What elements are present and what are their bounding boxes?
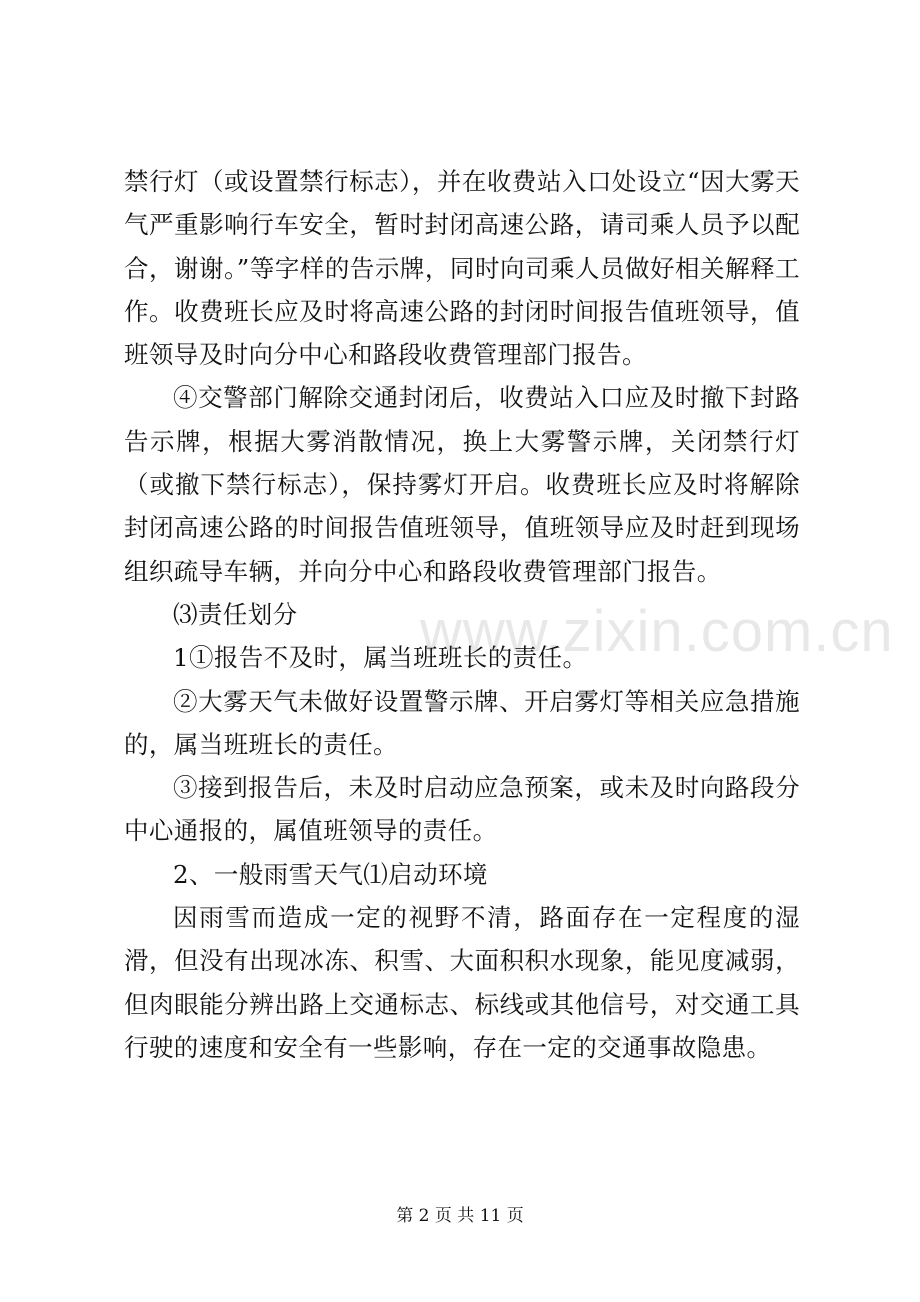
paragraph: 因雨雪而造成一定的视野不清，路面存在一定程度的湿滑，但没有出现冰冻、积雪、大面积积水现象，能见度减弱，但肉眼能分辨出路上交通标志、标线或其他信号，对交通工具行驶的速度和安全有一些影响，存在一定的交通事故隐患。 <box>124 903 800 1062</box>
document-body <box>124 160 800 1069</box>
page-footer: 第 2 页 共 11 页 <box>396 1206 524 1226</box>
paragraph: ④交警部门解除交通封闭后，收费站入口应及时撤下封路告示牌，根据大雾消散情况，换上大雾警示牌，关闭禁行灯（或撤下禁行标志），保持雾灯开启。收费班长应及时将解除封闭高速公路的时间报告值班领导，值班领导应及时赶到现场组织疏导车辆，并向分中心和路段收费管理部门报告。 <box>124 383 800 586</box>
paragraph: 1①报告不及时，属当班班长的责任。 <box>173 643 588 673</box>
section-heading: ⑶责任划分 <box>173 599 298 629</box>
section-heading: 2、一般雨雪天气⑴启动环境 <box>173 859 488 889</box>
paragraph: ②大雾天气未做好设置警示牌、开启雾灯等相关应急措施的，属当班班长的责任。 <box>124 686 800 759</box>
paragraph: ③接到报告后，未及时启动应急预案，或未及时向路段分中心通报的，属值班领导的责任。 <box>124 773 800 846</box>
watermark: www.zixin.com.cn <box>420 599 894 664</box>
paragraph: 禁行灯（或设置禁行标志），并在收费站入口处设立“因大雾天气严重影响行车安全，暂时封闭高速公路，请司乘人员予以配合，谢谢。”等字样的告示牌，同时向司乘人员做好相关解释工作。收费班长应及时将高速公路的封闭时间报告值班领导，值班领导及时向分中心和路段收费管理部门报告。 <box>124 167 800 370</box>
